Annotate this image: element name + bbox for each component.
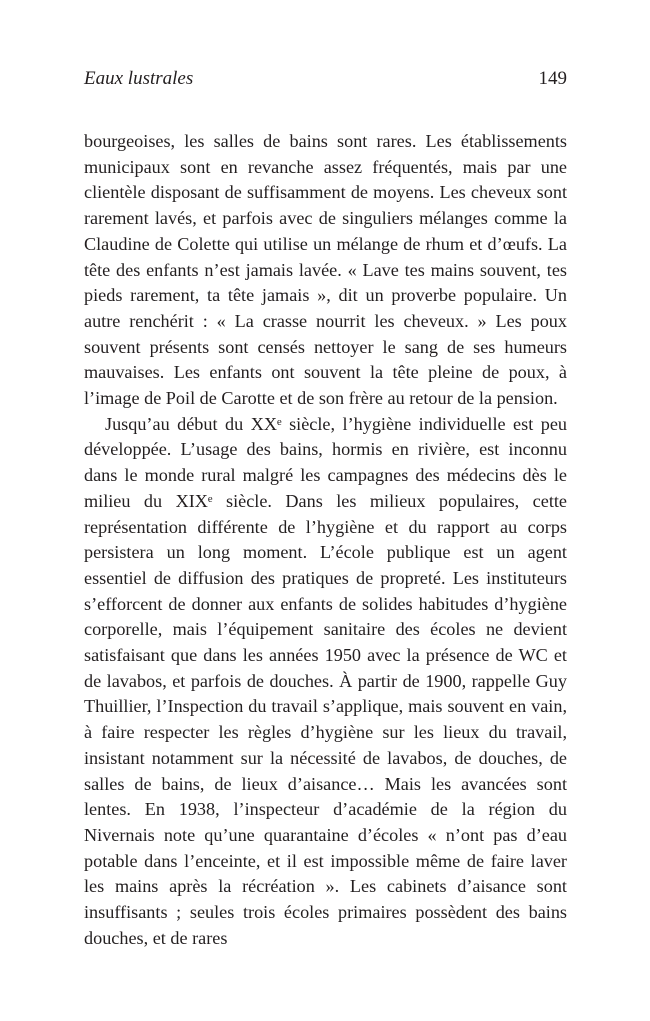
running-title: Eaux lustrales — [84, 68, 194, 89]
running-head — [84, 64, 567, 94]
paragraph-1: bourgeoises, les salles de bains sont rares. Les établissements municipaux sont en revanche assez fréquentés, mais par une clientèle disposant de suffisamment de moyens. Les cheveux sont rarement lavés, et parfois avec de singuliers mélanges comme la Claudine de Colette qui utilise un mélange de rhum et d’œufs. La tête des enfants n’est jamais lavée. « Lave tes mains souvent, tes pieds rarement, ta tête jamais », dit un proverbe populaire. Un autre renchérit : « La crasse nourrit les cheveux. » Les poux souvent présents sont censés nettoyer le sang de ses humeurs mauvaises. Les enfants ont souvent la tête pleine de poux, à l’image de Poil de Carotte et de son frère au retour de la pension. — [84, 131, 567, 409]
book-page — [84, 64, 567, 952]
page-number: 149 — [538, 68, 567, 89]
paragraph-2: Jusqu’au début du XXᵉ siècle, l’hygiène individuelle est peu développée. L’usage des bains, hormis en rivière, est inconnu dans le monde rural malgré les campagnes des médecins dès le milieu du XIXᵉ siècle. Dans les milieux populaires, cette représentation différente de l’hygiène et du rapport au corps persistera un long moment. L’école publique est un agent essentiel de diffusion des pratiques de propreté. Les instituteurs s’efforcent de donner aux enfants de solides habitudes d’hygiène corporelle, mais l’équipement sanitaire des écoles ne devient satisfaisant que dans les années 1950 avec la présence de WC et de lavabos, et parfois de douches. À partir de 1900, rappelle Guy Thuillier, l’Inspection du travail s’applique, mais souvent en vain, à faire respecter les règles d’hygiène sur les lieux du travail, insistant notamment sur la nécessité de lavabos, de douches, de salles de bains, de lieux d’aisance… Mais les avancées sont lentes. En 1938, l’inspecteur d’académie de la région du Nivernais note qu’une quarantaine d’écoles « n’ont pas d’eau potable dans l’enceinte, et il est impossible même de faire laver les mains après la récréation ». Les cabinets d’aisance sont insuffisants ; seules trois écoles primaires possèdent des bains douches, et de rares — [84, 413, 567, 948]
body-text — [84, 129, 567, 952]
